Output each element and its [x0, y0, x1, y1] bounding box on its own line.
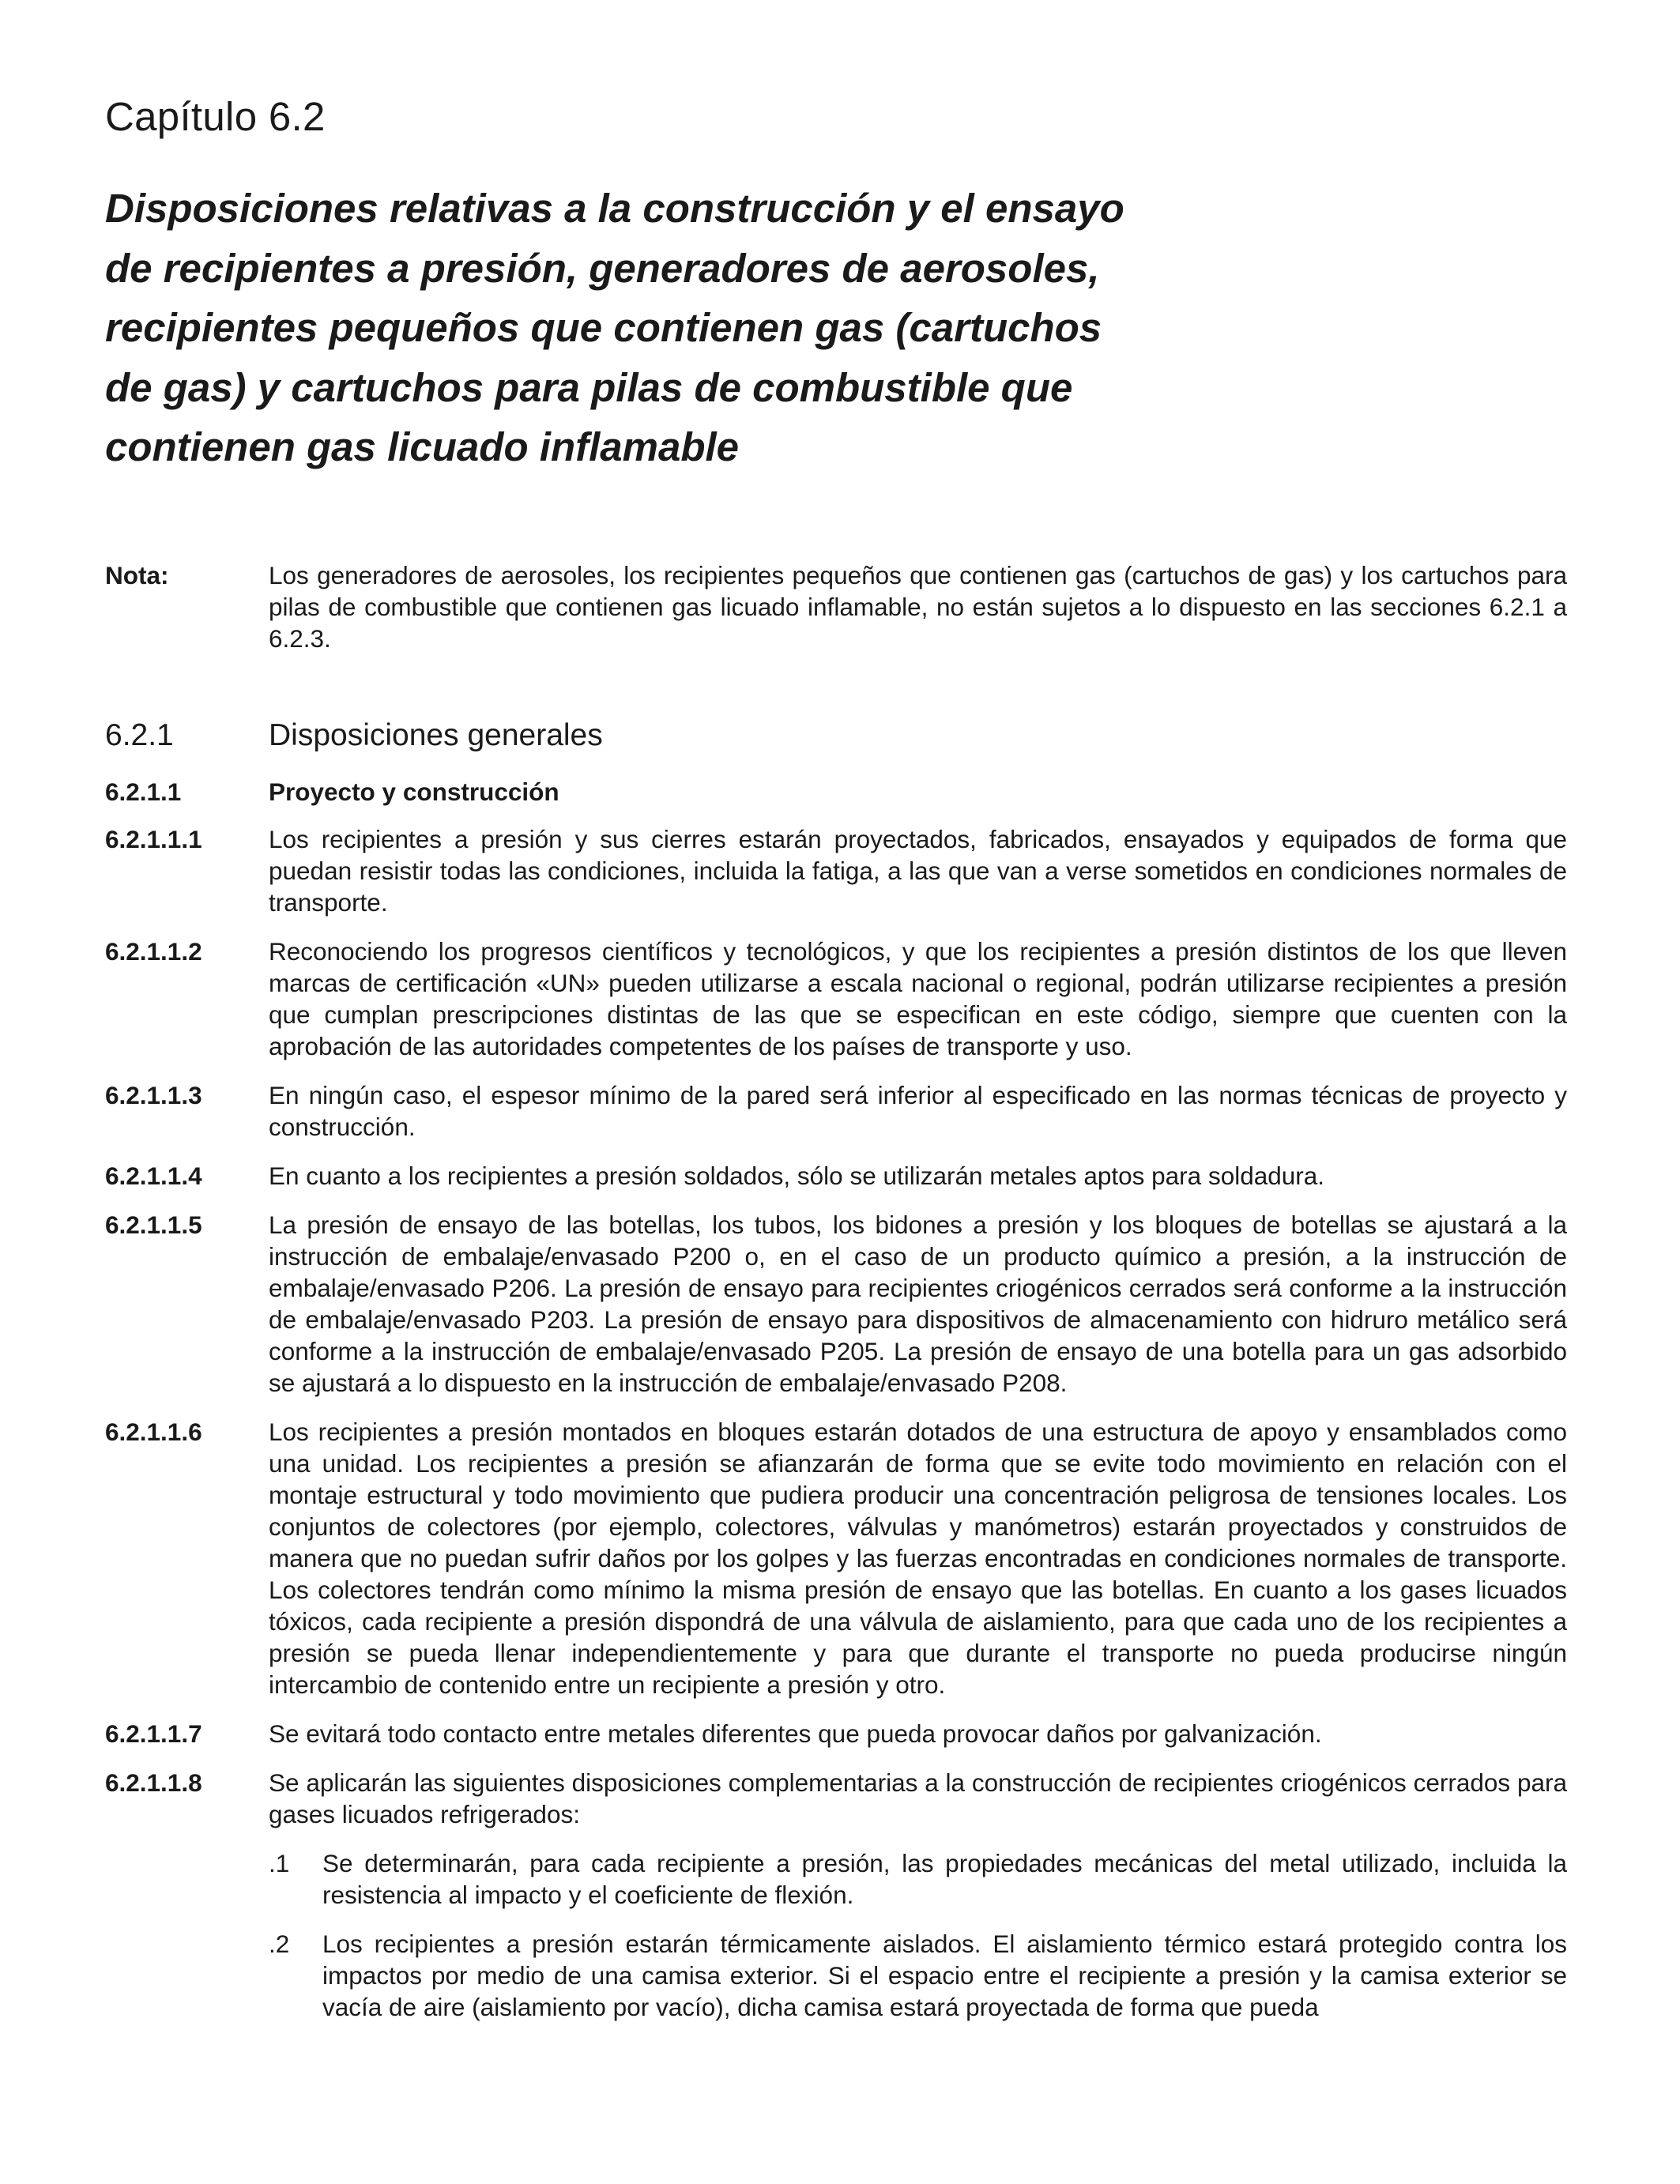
subsection-title: Proyecto y construcción	[269, 778, 559, 806]
paragraph-text: Reconociendo los progresos científicos y tecnológicos, y que los recipientes a presión distintos de los que lleven marcas de certificación «UN» pueden utilizarse a escala nacional o regional, podrán utilizarse recipientes a presión que cumplan prescripciones distintas de las que se especifican en este código, siempre que cuenten con la aprobación de las autoridades competentes de los países de transporte y uso.	[269, 937, 1567, 1060]
note	[105, 559, 1567, 654]
paragraph-number: 6.2.1.1.6	[105, 1418, 202, 1446]
paragraph-text: Se aplicarán las siguientes disposiciones complementarias a la construcción de recipientes criogénicos cerrados para gases licuados refrigerados:	[269, 1768, 1567, 1828]
paragraph	[105, 1079, 1567, 1143]
paragraph-number: 6.2.1.1.7	[105, 1719, 202, 1748]
paragraph	[105, 1718, 1567, 1749]
paragraph-text: La presión de ensayo de las botellas, los tubos, los bidones a presión y los bloques de botellas se ajustará a la instrucción de embalaje/envasado P200 o, en el caso de un producto químico a presión, a la instrucción de embalaje/envasado P206. La presión de ensayo para recipientes criogénicos cerrados será conforme a la instrucción de embalaje/envasado P203. La presión de ensayo para dispositivos de almacenamiento con hidruro metálico será conforme a la instrucción de embalaje/envasado P205. La presión de ensayo de una botella para un gas adsorbido se ajustará a lo dispuesto en la instrucción de embalaje/envasado P208.	[269, 1211, 1567, 1397]
paragraph	[105, 823, 1567, 918]
note-text: Los generadores de aerosoles, los recipientes pequeños que contienen gas (cartuchos de gas) y los cartuchos para pilas de combustible que contienen gas licuado inflamable, no están sujetos a lo dispuesto en las secciones 6.2.1 a 6.2.3.	[269, 561, 1567, 653]
chapter-title: Capítulo 6.2	[105, 94, 326, 139]
paragraph-text: En ningún caso, el espesor mínimo de la pared será inferior al especificado en las normas técnicas de proyecto y construcción.	[269, 1081, 1567, 1141]
paragraph-text: Se evitará todo contacto entre metales diferentes que pueda provocar daños por galvanización.	[269, 1719, 1322, 1748]
subtitle-line: recipientes pequeños que contienen gas (cartuchos	[105, 305, 1102, 350]
paragraph-text: Los recipientes a presión montados en bloques estarán dotados de una estructura de apoyo y ensamblados como una unidad. Los recipientes a presión se afianzarán de forma que se evite todo movimiento en relación con el montaje estructural y todo movimiento que pudiera producir una concentración peligrosa de tensiones locales. Los conjuntos de colectores (por ejemplo, colectores, válvulas y manómetros) estarán proyectados y construidos de manera que no puedan sufrir daños por los golpes y las fuerzas encontradas en condiciones normales de transporte. Los colectores tendrán como mínimo la misma presión de ensayo que las botellas. En cuanto a los gases licuados tóxicos, cada recipiente a presión dispondrá de una válvula de aislamiento, para que cada uno de los recipientes a presión se pueda llenar independientemente y para que durante el transporte no pueda producirse ningún intercambio de contenido entre un recipiente a presión y otro.	[269, 1418, 1567, 1699]
paragraph-number: 6.2.1.1.1	[105, 825, 202, 853]
subtitle-line: de gas) y cartuchos para pilas de combustible que	[105, 364, 1073, 410]
paragraph	[105, 1416, 1567, 1700]
item-number: .2	[269, 1930, 290, 1958]
paragraph-text: En cuanto a los recipientes a presión soldados, sólo se utilizarán metales aptos para soldadura.	[269, 1162, 1325, 1190]
subsection-heading	[105, 776, 1567, 808]
paragraph	[105, 1767, 1567, 1830]
list-item	[269, 1928, 1567, 2023]
item-list	[269, 1847, 1567, 2023]
paragraph-number: 6.2.1.1.3	[105, 1081, 202, 1109]
paragraph	[105, 1160, 1567, 1192]
section-number: 6.2.1	[105, 718, 174, 752]
subtitle-line: Disposiciones relativas a la construcción y el ensayo	[105, 186, 1124, 231]
chapter-subtitle	[105, 179, 1132, 477]
paragraph	[105, 1209, 1567, 1399]
item-number: .1	[269, 1849, 290, 1877]
paragraph-number: 6.2.1.1.8	[105, 1768, 202, 1797]
section-title: Disposiciones generales	[269, 718, 603, 752]
paragraph-text: Los recipientes a presión y sus cierres estarán proyectados, fabricados, ensayados y equipados de forma que puedan resistir todas las condiciones, incluida la fatiga, a las que van a verse sometidos en condiciones normales de transporte.	[269, 825, 1567, 917]
document-body	[105, 559, 1567, 2040]
paragraph-number: 6.2.1.1.4	[105, 1162, 202, 1190]
subtitle-line: contienen gas licuado inflamable	[105, 424, 740, 469]
subtitle-line: de recipientes a presión, generadores de aerosoles,	[105, 245, 1100, 291]
item-text: Los recipientes a presión estarán térmicamente aislados. El aislamiento térmico estará protegido contra los impactos por medio de una camisa exterior. Si el espacio entre el recipiente a presión y la camisa exterior se vacía de aire (aislamiento por vacío), dicha camisa estará proyectada de forma que pueda	[322, 1930, 1567, 2021]
paragraph	[105, 936, 1567, 1062]
paragraph-number: 6.2.1.1.2	[105, 937, 202, 966]
paragraph-number: 6.2.1.1.5	[105, 1211, 202, 1239]
note-label: Nota:	[105, 561, 169, 589]
item-text: Se determinarán, para cada recipiente a presión, las propiedades mecánicas del metal utilizado, incluida la resistencia al impacto y el coeficiente de flexión.	[322, 1849, 1567, 1909]
subsection-number: 6.2.1.1	[105, 778, 182, 806]
list-item	[269, 1847, 1567, 1911]
section-heading	[105, 717, 1567, 754]
